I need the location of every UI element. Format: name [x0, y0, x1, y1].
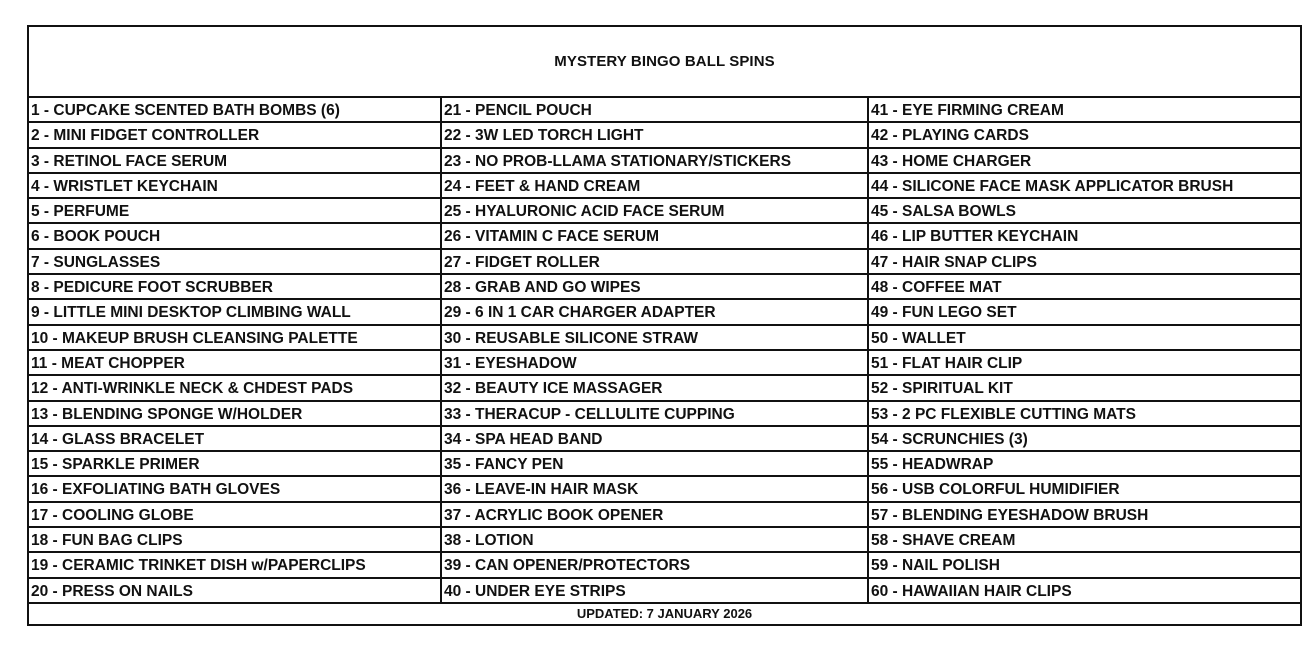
- prize-cell: 48 - COFFEE MAT: [869, 275, 1300, 300]
- prize-cell: 46 - LIP BUTTER KEYCHAIN: [869, 224, 1300, 249]
- column-1-20: [29, 98, 440, 604]
- prize-cell: 19 - CERAMIC TRINKET DISH w/PAPERCLIPS: [29, 553, 440, 578]
- prize-cell: 54 - SCRUNCHIES (3): [869, 427, 1300, 452]
- prize-cell: 43 - HOME CHARGER: [869, 149, 1300, 174]
- prize-cell: 23 - NO PROB-LLAMA STATIONARY/STICKERS: [442, 149, 867, 174]
- prize-cell: 6 - BOOK POUCH: [29, 224, 440, 249]
- table-title: MYSTERY BINGO BALL SPINS: [29, 27, 1300, 98]
- prize-cell: 55 - HEADWRAP: [869, 452, 1300, 477]
- prize-cell: 42 - PLAYING CARDS: [869, 123, 1300, 148]
- prize-cell: 40 - UNDER EYE STRIPS: [442, 579, 867, 604]
- prize-cell: 34 - SPA HEAD BAND: [442, 427, 867, 452]
- prize-cell: 44 - SILICONE FACE MASK APPLICATOR BRUSH: [869, 174, 1300, 199]
- prize-cell: 47 - HAIR SNAP CLIPS: [869, 250, 1300, 275]
- prize-cell: 5 - PERFUME: [29, 199, 440, 224]
- prize-cell: 27 - FIDGET ROLLER: [442, 250, 867, 275]
- prize-cell: 53 - 2 PC FLEXIBLE CUTTING MATS: [869, 402, 1300, 427]
- prize-cell: 1 - CUPCAKE SCENTED BATH BOMBS (6): [29, 98, 440, 123]
- prize-cell: 9 - LITTLE MINI DESKTOP CLIMBING WALL: [29, 300, 440, 325]
- prize-cell: 4 - WRISTLET KEYCHAIN: [29, 174, 440, 199]
- prize-cell: 16 - EXFOLIATING BATH GLOVES: [29, 477, 440, 502]
- prize-cell: 60 - HAWAIIAN HAIR CLIPS: [869, 579, 1300, 604]
- prize-cell: 13 - BLENDING SPONGE W/HOLDER: [29, 402, 440, 427]
- prize-cell: 2 - MINI FIDGET CONTROLLER: [29, 123, 440, 148]
- prize-cell: 38 - LOTION: [442, 528, 867, 553]
- prize-cell: 22 - 3W LED TORCH LIGHT: [442, 123, 867, 148]
- prize-cell: 49 - FUN LEGO SET: [869, 300, 1300, 325]
- prize-cell: 20 - PRESS ON NAILS: [29, 579, 440, 604]
- prize-cell: 30 - REUSABLE SILICONE STRAW: [442, 326, 867, 351]
- prize-cell: 39 - CAN OPENER/PROTECTORS: [442, 553, 867, 578]
- prize-cell: 15 - SPARKLE PRIMER: [29, 452, 440, 477]
- prize-cell: 28 - GRAB AND GO WIPES: [442, 275, 867, 300]
- prize-cell: 17 - COOLING GLOBE: [29, 503, 440, 528]
- prize-cell: 11 - MEAT CHOPPER: [29, 351, 440, 376]
- prize-cell: 45 - SALSA BOWLS: [869, 199, 1300, 224]
- prize-cell: 18 - FUN BAG CLIPS: [29, 528, 440, 553]
- prize-cell: 41 - EYE FIRMING CREAM: [869, 98, 1300, 123]
- prize-cell: 21 - PENCIL POUCH: [442, 98, 867, 123]
- column-41-60: [867, 98, 1300, 604]
- prize-cell: 35 - FANCY PEN: [442, 452, 867, 477]
- prize-cell: 51 - FLAT HAIR CLIP: [869, 351, 1300, 376]
- prize-cell: 33 - THERACUP - CELLULITE CUPPING: [442, 402, 867, 427]
- column-21-40: [440, 98, 867, 604]
- prize-cell: 59 - NAIL POLISH: [869, 553, 1300, 578]
- prize-cell: 26 - VITAMIN C FACE SERUM: [442, 224, 867, 249]
- prize-cell: 58 - SHAVE CREAM: [869, 528, 1300, 553]
- prize-cell: 32 - BEAUTY ICE MASSAGER: [442, 376, 867, 401]
- prize-cell: 50 - WALLET: [869, 326, 1300, 351]
- prize-cell: 57 - BLENDING EYESHADOW BRUSH: [869, 503, 1300, 528]
- prize-cell: 36 - LEAVE-IN HAIR MASK: [442, 477, 867, 502]
- prize-cell: 52 - SPIRITUAL KIT: [869, 376, 1300, 401]
- prize-cell: 37 - ACRYLIC BOOK OPENER: [442, 503, 867, 528]
- prize-cell: 3 - RETINOL FACE SERUM: [29, 149, 440, 174]
- prize-cell: 56 - USB COLORFUL HUMIDIFIER: [869, 477, 1300, 502]
- prize-cell: 14 - GLASS BRACELET: [29, 427, 440, 452]
- prize-grid: [29, 98, 1300, 604]
- prize-cell: 24 - FEET & HAND CREAM: [442, 174, 867, 199]
- prize-cell: 7 - SUNGLASSES: [29, 250, 440, 275]
- prize-cell: 12 - ANTI-WRINKLE NECK & CHDEST PADS: [29, 376, 440, 401]
- prize-cell: 8 - PEDICURE FOOT SCRUBBER: [29, 275, 440, 300]
- prize-cell: 31 - EYESHADOW: [442, 351, 867, 376]
- updated-footer: UPDATED: 7 JANUARY 2026: [576, 606, 753, 622]
- prize-cell: 29 - 6 IN 1 CAR CHARGER ADAPTER: [442, 300, 867, 325]
- prize-cell: 10 - MAKEUP BRUSH CLEANSING PALETTE: [29, 326, 440, 351]
- prize-cell: 25 - HYALURONIC ACID FACE SERUM: [442, 199, 867, 224]
- prize-table: [27, 25, 1302, 626]
